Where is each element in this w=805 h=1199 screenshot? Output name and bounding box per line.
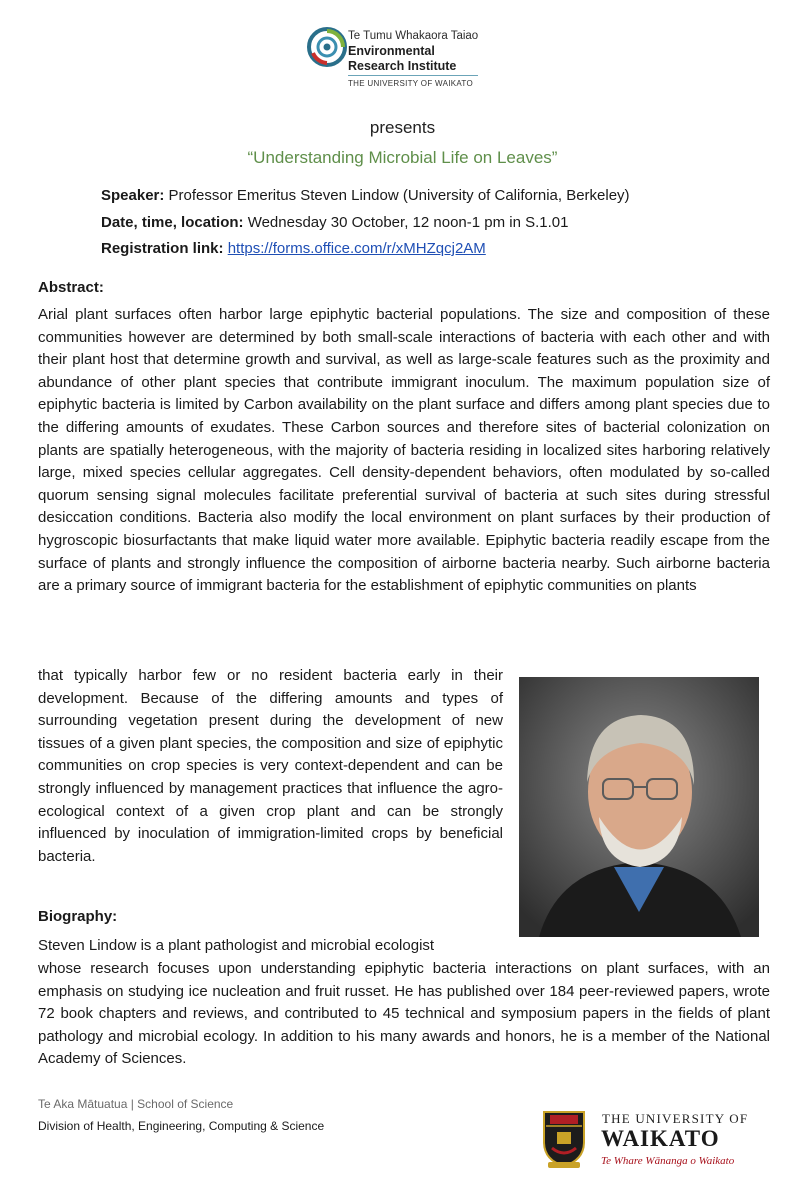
university-label-top: THE UNIVERSITY OF <box>602 1111 749 1126</box>
talk-title: “Understanding Microbial Life on Leaves” <box>247 148 558 167</box>
abstract-heading: Abstract: <box>38 279 104 296</box>
school-name: Te Aka Mātuatua | School of Science <box>38 1097 234 1111</box>
institute-name-line1: Environmental <box>348 44 435 58</box>
abstract-paragraph: Arial plant surfaces often harbor large epiphytic bacterial populations. The size and composition of these communities however are determined by both small-scale interactions of bacteria with each other and with their plant host that determine growth and survival, as well as large-scale features such as the proximity and abundance of other plant species that contribute immigrant inoculum. The maximum population size of epiphytic bacteria is limited by Carbon availability on the plant surface and differs among plant species due to the differing amounts of exudates. These Carbon sources and therefore sites of bacterial colonization on plants are spatially heterogeneous, with the majority of bacteria residing in localized sites harboring relatively large, mixed species cellular aggregates. Cell density-dependent behaviors, often modulated by so-called quorum sensing signal molecules facilitate preferential survival of bacteria at such sites during stressful desiccation conditions. Bacteria also modify the local environment on plant surfaces by their production of hygroscopic biosurfactants that make liquid water more available. Epiphytic bacteria readily escape from the surface of plants and strongly influence the composition of airborne bacteria nearby. Such airborne bacteria are a primary source of immigrant bacteria for the establishment of epiphytic communities on plants <box>38 306 770 595</box>
date-line <box>101 214 568 231</box>
abstract-paragraph-continued: that typically harbor few or no resident bacteria early in their development. Because of the differing amounts and types of surrounding vegetation present during the development of new tissues of a given plant species, the composition and size of epiphytic communities on crop species is very context-dependent and can be strongly influenced by management practices that influence the agro-ecological context of a given crop plant and can be strongly influenced by inoculation of immigration-limited crops by beneficial bacteria. <box>38 667 503 865</box>
speaker-line <box>101 187 630 204</box>
registration-label: Registration link: <box>101 240 224 257</box>
division-name: Division of Health, Engineering, Computing & Science <box>38 1119 325 1133</box>
institute-logo <box>306 26 486 106</box>
logo-divider <box>348 75 478 76</box>
university-label-name: WAIKATO <box>601 1126 720 1151</box>
biography-first-line: Steven Lindow is a plant pathologist and microbial ecologist <box>38 937 435 954</box>
presents-text: presents <box>369 118 436 137</box>
speaker-value: Professor Emeritus Steven Lindow (University of California, Berkeley) <box>168 187 630 204</box>
institute-maori-name: Te Tumu Whakaora Taiao <box>348 30 479 42</box>
biography-heading: Biography: <box>38 908 118 925</box>
registration-link[interactable]: https://forms.office.com/r/xMHZqcj2AM <box>227 240 486 257</box>
koru-spiral-icon <box>306 26 348 68</box>
university-crest-icon <box>540 1108 588 1170</box>
registration-line <box>101 240 486 257</box>
date-label: Date, time, location: <box>101 214 244 231</box>
date-value: Wednesday 30 October, 12 noon-1 pm in S.1.01 <box>247 214 569 231</box>
biography-paragraph: whose research focuses upon understanding epiphytic bacteria interactions on plant surfaces, with an emphasis on studying ice nucleation and fruit russet. He has published over 184 peer-reviewed papers, wrote 72 book chapters and reviews, and contributed to 45 technical and symposium papers in the fields of plant pathology and microbial ecology. In addition to his many awards and honors, he is a member of the National Academy of Sciences. <box>38 960 770 1068</box>
speaker-portrait-image <box>519 677 759 937</box>
speaker-label: Speaker: <box>101 187 165 204</box>
institute-name-line2: Research Institute <box>348 59 457 73</box>
institute-university: THE UNIVERSITY OF WAIKATO <box>348 79 473 88</box>
university-motto: Te Whare Wānanga o Waikato <box>601 1155 735 1167</box>
speaker-photo <box>519 677 759 937</box>
